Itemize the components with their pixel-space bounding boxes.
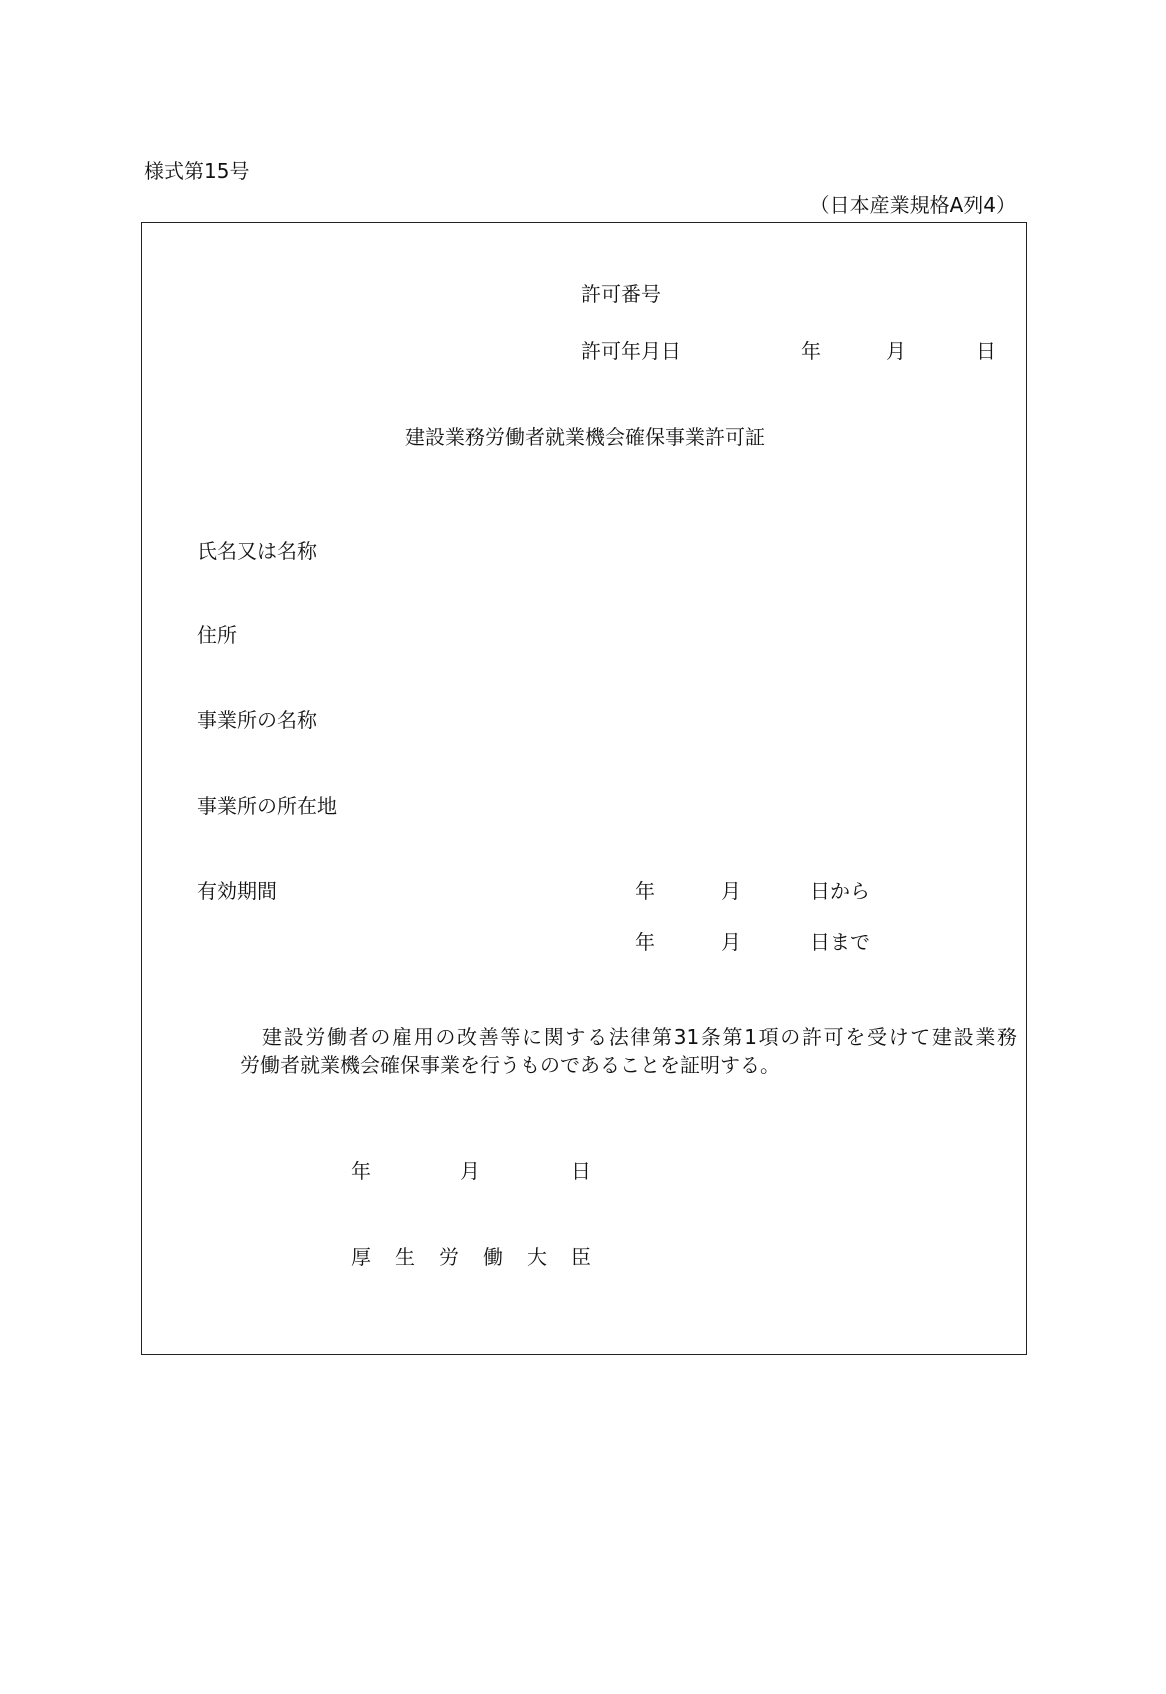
permit-date-year: 年	[801, 339, 821, 363]
certification-line-2: 労働者就業機会確保事業を行うものであることを証明する。	[240, 1053, 780, 1077]
certification-line-1: 建設労働者の雇用の改善等に関する法律第31条第1項の許可を受けて建設業務	[262, 1025, 1017, 1049]
validity-from-month: 月	[721, 879, 741, 903]
certificate-title: 建設業務労働者就業機会確保事業許可証	[405, 425, 765, 449]
field-office-name-label: 事業所の名称	[197, 708, 317, 732]
validity-from-year: 年	[635, 879, 655, 903]
validity-to-year: 年	[635, 930, 655, 954]
paper-size-note: （日本産業規格A列4）	[809, 193, 1016, 217]
validity-to-month: 月	[721, 930, 741, 954]
validity-label: 有効期間	[197, 879, 277, 903]
field-office-location-label: 事業所の所在地	[197, 794, 337, 818]
issue-date-year: 年	[351, 1159, 371, 1183]
validity-from-day: 日から	[810, 879, 870, 903]
issuer-char: 厚	[351, 1245, 371, 1269]
certificate-frame	[141, 222, 1027, 1355]
field-address-label: 住所	[197, 623, 237, 647]
issue-date-day: 日	[571, 1159, 591, 1183]
permit-number-label: 許可番号	[581, 282, 661, 306]
permit-date-label: 許可年月日	[581, 339, 681, 363]
issuer-char: 大	[527, 1245, 547, 1269]
field-name-label: 氏名又は名称	[197, 539, 317, 563]
issuer-char: 臣	[571, 1245, 591, 1269]
issuer-char: 働	[483, 1245, 503, 1269]
validity-to-day: 日まで	[810, 930, 870, 954]
issuer-char: 労	[439, 1245, 459, 1269]
issue-date-month: 月	[460, 1159, 480, 1183]
form-number: 様式第15号	[144, 159, 250, 183]
issuer-char: 生	[395, 1245, 415, 1269]
permit-date-day: 日	[976, 339, 996, 363]
permit-date-month: 月	[886, 339, 906, 363]
